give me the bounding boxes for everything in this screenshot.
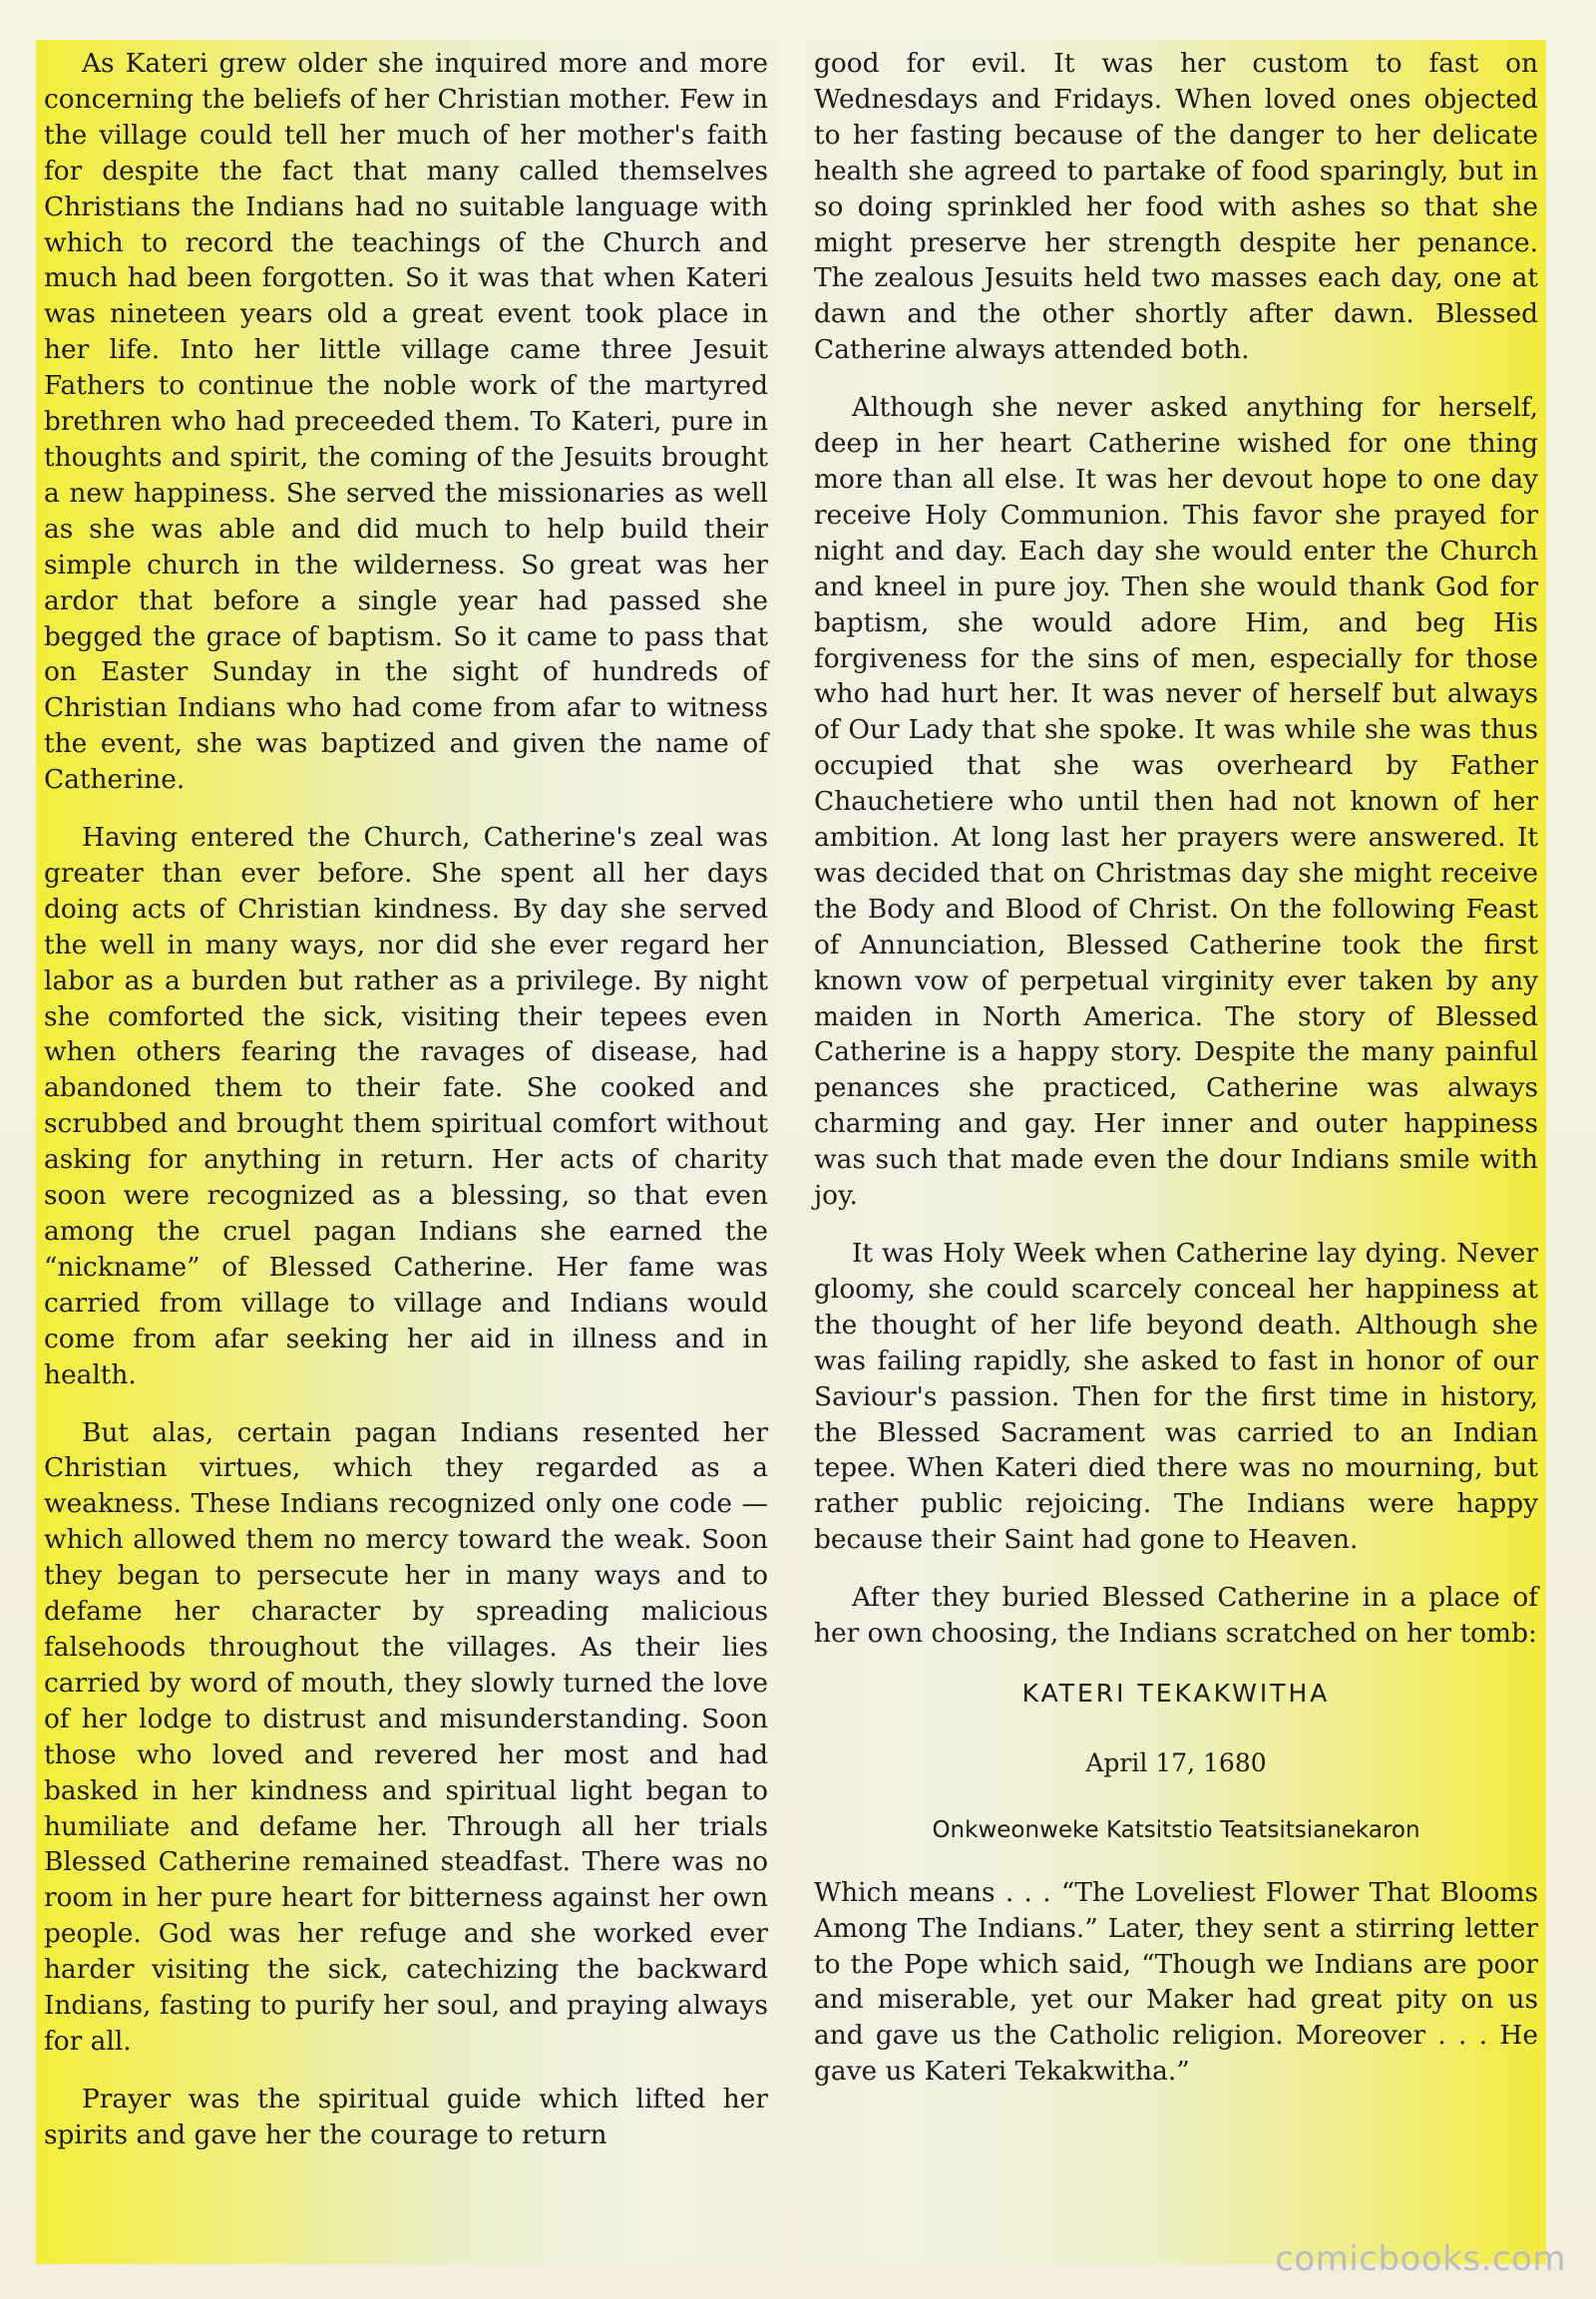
right-text-column bbox=[806, 40, 1546, 2264]
paragraph-burial: After they buried Blessed Catherine in a place of her own choosing, the Indians scratched on her tomb: bbox=[814, 1582, 1538, 1650]
tomb-epitaph bbox=[814, 1676, 1538, 1849]
epitaph-date: April 17, 1680 bbox=[1085, 1747, 1267, 1777]
paragraph-catherine-zeal: Having entered the Church, Catherine's zeal was greater than ever before. She spent all her days doing acts of Christian kindness. By day she served the well in many ways, nor did she ever regard her labor as a burden but rather as a privilege. By night she comforted the sick, visiting their tepees even when others fearing the ravages of disease, had abandoned them to their fate. She cooked and scrubbed and brought them spiritual comfort without asking for anything in return. Her acts of charity soon were recognized as a blessing, so that even among the cruel pagan Indians she earned the “nickname” of Blessed Catherine. Her fame was carried from village to village and Indians would come from afar seeking her aid in illness and in health. bbox=[44, 822, 768, 1390]
paragraph-closing: Which means . . . “The Loveliest Flower That Blooms Among The Indians.” Later, they sent a stirring letter to the Pope which said, “Though we Indians are poor and miserable, yet our Maker had great pity on us and gave us the Catholic religion. Moreover . . . He gave us Kateri Tekakwitha.” bbox=[814, 1876, 1538, 2088]
paragraph-holy-week: It was Holy Week when Catherine lay dying. Never gloomy, she could scarcely conceal her happiness at the thought of her life beyond death. Although she was failing rapidly, she asked to fast in honor of our Saviour's passion. Then for the first time in history, the Blessed Sacrament was carried to an Indian tepee. When Kateri died there was no mourning, but rather public rejoicing. The Indians were happy because their Saint had gone to Heaven. bbox=[814, 1238, 1538, 1556]
paragraph-kateri-baptism: As Kateri grew older she inquired more and more concerning the beliefs of her Christian mother. Few in the village could tell her much of her mother's faith for despite the fact that many called themselves Christians the Indians had no suitable language with which to record the teachings of the Church and much had been forgotten. So it was that when Kateri was nineteen years old a great event took place in her life. Into her little village came three Jesuit Fathers to continue the noble work of the martyred brethren who had preceeded them. To Kateri, pure in thoughts and spirit, the coming of the Jesuits brought a new happiness. She served the missionaries as well as she was able and did much to help build their simple church in the wilderness. So great was her ardor that before a single year had passed she begged the grace of baptism. So it came to pass that on Easter Sunday in the sight of hundreds of Christian Indians who had come from afar to witness the event, she was baptized and given the name of Catherine. bbox=[44, 48, 768, 796]
left-text-column bbox=[36, 40, 776, 2264]
paragraph-prayer: Prayer was the spiritual guide which lifted her spirits and gave her the courage to return bbox=[44, 2083, 768, 2150]
epitaph-name: KATERI TEKAKWITHA bbox=[1021, 1678, 1331, 1708]
paragraph-holy-communion: Although she never asked anything for herself, deep in her heart Catherine wished for one thing more than all else. It was her devout hope to one day receive Holy Communion. This favor she prayed for night and day. Each day she would enter the Church and kneel in pure joy. Then she would thank God for baptism, she would adore Him, and beg His forgiveness for the sins of men, especially for those who had hurt her. It was never of herself but always of Our Lady that she spoke. It was while she was thus occupied that she was overheard by Father Chauchetiere who until then had not known of her ambition. At long last her prayers were answered. It was decided that on Christmas day she might receive the Body and Blood of Christ. On the following Feast of Annunciation, Blessed Catherine took the first known vow of perpetual virginity ever taken by any maiden in North America. The story of Blessed Catherine is a happy story. Despite the many painful penances she practiced, Catherine was always charming and gay. Her inner and outer happiness was such that made even the dour Indians smile with joy. bbox=[814, 392, 1538, 1212]
site-watermark: comicbooks.com bbox=[1275, 2239, 1566, 2279]
paragraph-fasting-continuation: good for evil. It was her custom to fast on Wednesdays and Fridays. When loved ones objected to her fasting because of the danger to her delicate health she agreed to partake of food sparingly, but in so doing sprinkled her food with ashes so that she might preserve her strength despite her penance. The zealous Jesuits held two masses each day, one at dawn and the other shortly after dawn. Blessed Catherine always attended both. bbox=[814, 48, 1538, 366]
paragraph-persecution: But alas, certain pagan Indians resented her Christian virtues, which they regarded as a weakness. These Indians recognized only one code —which allowed them no mercy toward the weak. Soon they began to persecute her in many ways and to defame her character by spreading malicious falsehoods throughout the villages. As their lies carried by word of mouth, they slowly turned the love of her lodge to distrust and misunderstanding. Soon those who loved and revered her most and had basked in her kindness and spiritual light began to humiliate and defame her. Through all her trials Blessed Catherine remained steadfast. There was no room in her pure heart for bitterness against her own people. God was her refuge and she worked ever harder visiting the sick, catechizing the backward Indians, fasting to purify her soul, and praying always for all. bbox=[44, 1416, 768, 2057]
epitaph-inscription: Onkweonweke Katsitstio Teatsitsianekaron bbox=[932, 1816, 1420, 1843]
